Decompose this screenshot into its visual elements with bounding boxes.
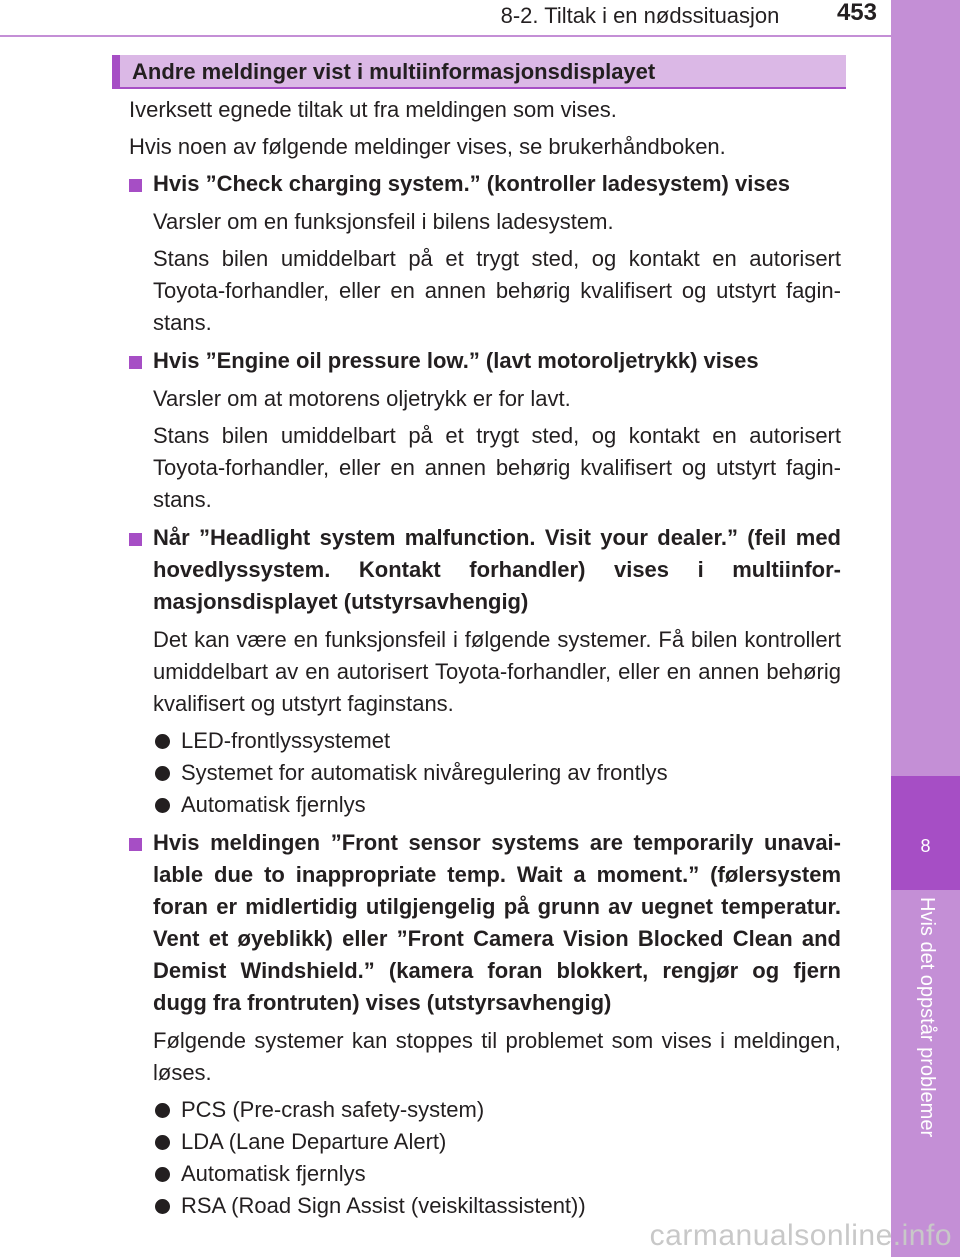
list-item-text: LED-frontlyssystemet xyxy=(181,728,391,753)
body-paragraph: Varsler om en funksjonsfeil i bilens ladesystem. xyxy=(153,209,614,234)
message-item xyxy=(129,345,841,516)
message-item xyxy=(129,827,841,1222)
body-paragraph: Stans bilen umiddelbart på et trygt sted, og kontakt en autorisert Toyota-forhandler, eller en annen behørig kvalifisert og utstyrt faginstans. xyxy=(153,246,841,335)
message-heading-text: Hvis ”Check charging system.” (kontroller ladesystem) vises xyxy=(153,171,791,196)
message-heading xyxy=(129,345,841,377)
running-header: 8-2. Tiltak i en nødssituasjon xyxy=(500,3,780,28)
message-heading xyxy=(129,522,841,618)
message-heading xyxy=(129,168,841,200)
chapter-number: 8 xyxy=(920,836,931,856)
round-bullet-icon xyxy=(155,766,170,781)
message-heading xyxy=(129,827,841,1019)
square-bullet-icon xyxy=(129,356,142,369)
message-heading-text: Hvis ”Engine oil pressure low.” (lavt motoroljetrykk) vises xyxy=(153,348,759,373)
round-bullet-icon xyxy=(155,1167,170,1182)
body-paragraph: Varsler om at motorens oljetrykk er for lavt. xyxy=(153,386,571,411)
watermark: carmanualsonline.info xyxy=(649,1219,952,1252)
list-item xyxy=(153,725,841,757)
list-item-text: LDA (Lane Departure Alert) xyxy=(181,1129,447,1154)
intro-paragraph: Hvis noen av følgende meldinger vises, se brukerhåndboken. xyxy=(129,134,726,159)
list-item xyxy=(153,1158,841,1190)
message-item xyxy=(129,522,841,821)
list-item xyxy=(153,757,841,789)
page-content xyxy=(129,94,841,1228)
round-bullet-icon xyxy=(155,1103,170,1118)
list-item-text: Automatisk fjernlys xyxy=(181,792,366,817)
list-item-text: PCS (Pre-crash safety-system) xyxy=(181,1097,485,1122)
message-item xyxy=(129,168,841,339)
body-paragraph: Stans bilen umiddelbart på et trygt sted, og kontakt en autorisert Toyota-forhandler, eller en annen behørig kvalifisert og utstyrt faginstans. xyxy=(153,423,841,512)
page-number: 453 xyxy=(836,0,877,26)
list-item xyxy=(153,1190,841,1222)
list-item-text: Automatisk fjernlys xyxy=(181,1161,366,1186)
round-bullet-icon xyxy=(155,1135,170,1150)
square-bullet-icon xyxy=(129,179,142,192)
round-bullet-icon xyxy=(155,1199,170,1214)
chapter-marker xyxy=(891,776,960,890)
header-rule xyxy=(0,35,891,37)
section-title: Andre meldinger vist i multiinformasjonsdisplayet xyxy=(132,59,656,84)
message-heading-text: Når ”Headlight system malfunction. Visit your dealer.” (feil med hovedlyssystem. Kontakt forhandler) vises i multiinformasjonsdisplayet (utstyrsavhengig) xyxy=(153,525,841,614)
list-item-text: Systemet for automatisk nivåregulering av frontlys xyxy=(181,760,668,785)
list-item xyxy=(153,1126,841,1158)
square-bullet-icon xyxy=(129,533,142,546)
list-item xyxy=(153,789,841,821)
section-heading-box xyxy=(112,55,846,89)
list-item-text: RSA (Road Sign Assist (veiskiltassistent)) xyxy=(181,1193,586,1218)
body-paragraph: Følgende systemer kan stoppes til problemet som vises i meldingen, løses. xyxy=(153,1028,841,1085)
chapter-title: Hvis det oppstår problemer xyxy=(916,897,938,1138)
round-bullet-icon xyxy=(155,734,170,749)
round-bullet-icon xyxy=(155,798,170,813)
message-heading-text: Hvis meldingen ”Front sensor systems are temporarily unavailable due to inappropriate temp. Wait a moment.” (følersystem foran er midlertidig utilgjengelig på grunn av uegnet temperatur. Vent et øyeblikk) eller ”Front Camera Vision Blocked Clean and Demist Windshield.” (kamera foran blokkert, rengjør og fjern dugg fra frontruten) vises (utstyrsavhengig) xyxy=(153,830,841,1015)
square-bullet-icon xyxy=(129,838,142,851)
list-item xyxy=(153,1094,841,1126)
body-paragraph: Det kan være en funksjonsfeil i følgende systemer. Få bilen kontrollert umiddelbart av en autorisert Toyota-forhandler, eller en annen behørig kvalifisert og utstyrt faginstans. xyxy=(153,627,841,716)
intro-paragraph: Iverksett egnede tiltak ut fra meldingen som vises. xyxy=(129,97,617,122)
